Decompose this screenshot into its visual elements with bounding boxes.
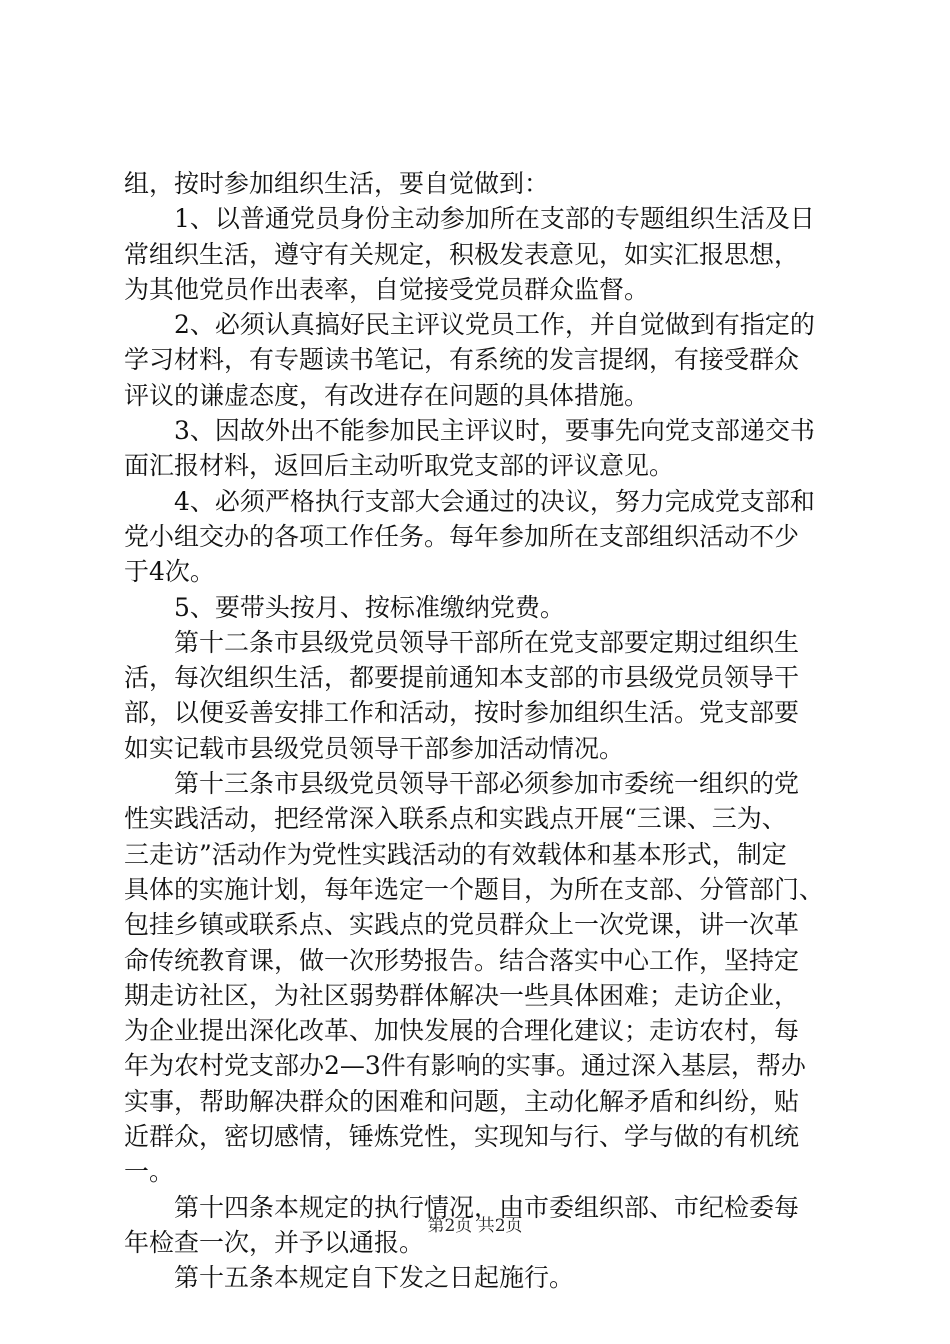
text-line: 第十五条本规定自下发之日起施行。 (124, 1263, 575, 1293)
text-line: 为其他党员作出表率，自觉接受党员群众监督。 (124, 274, 650, 304)
text-line: 常组织生活，遵守有关规定，积极发表意见，如实汇报思想， (124, 239, 800, 269)
text-line: 学习材料，有专题读书笔记，有系统的发言提纲，有接受群众 (124, 345, 800, 375)
text-line: 一。 (124, 1157, 175, 1187)
text-line: 具体的实施计划，每年选定一个题目，为所在支部、分管部门、 (124, 874, 825, 904)
text-line: 第十三条市县级党员领导干部必须参加市委统一组织的党 (124, 769, 800, 799)
text-line: 面汇报材料，返回后主动听取党支部的评议意见。 (124, 451, 675, 481)
text-line: 命传统教育课，做一次形势报告。结合落实中心工作，坚持定 (124, 945, 800, 975)
text-line: 党小组交办的各项工作任务。每年参加所在支部组织活动不少 (124, 521, 800, 551)
text-line: 部，以便妥善安排工作和活动，按时参加组织生活。党支部要 (124, 698, 800, 728)
text-line: 实事，帮助解决群众的困难和问题，主动化解矛盾和纠纷，贴 (124, 1086, 800, 1116)
text-line: 第十二条市县级党员领导干部所在党支部要定期过组织生 (124, 627, 800, 657)
document-body (124, 166, 840, 1296)
page-footer: 第2页 共2页 (427, 1216, 523, 1236)
text-line: 为企业提出深化改革、加快发展的合理化建议；走访农村，每 (124, 1016, 800, 1046)
text-line: 活，每次组织生活，都要提前通知本支部的市县级党员领导干 (124, 663, 800, 693)
text-line: 性实践活动，把经常深入联系点和实践点开展“三课、三为、 (124, 804, 787, 834)
text-line: 评议的谦虚态度，有改进存在问题的具体措施。 (124, 380, 650, 410)
text-line: 年为农村党支部办2—3件有影响的实事。通过深入基层，帮办 (124, 1051, 806, 1081)
text-line: 年检查一次，并予以通报。 (124, 1227, 425, 1257)
text-line: 三走访”活动作为党性实践活动的有效载体和基本形式，制定 (124, 839, 787, 869)
text-line: 如实记载市县级党员领导干部参加活动情况。 (124, 733, 625, 763)
text-line: 期走访社区，为社区弱势群体解决一些具体困难；走访企业， (124, 980, 800, 1010)
text-line: 包挂乡镇或联系点、实践点的党员群众上一次党课，讲一次革 (124, 910, 800, 940)
text-line: 4、必须严格执行支部大会通过的决议，努力完成党支部和 (124, 486, 815, 516)
text-line: 近群众，密切感情，锤炼党性，实现知与行、学与做的有机统 (124, 1122, 800, 1152)
text-line: 5、要带头按月、按标准缴纳党费。 (124, 592, 565, 622)
text-line: 1、以普通党员身份主动参加所在支部的专题组织生活及日 (124, 204, 815, 234)
text-line: 3、因故外出不能参加民主评议时，要事先向党支部递交书 (124, 416, 815, 446)
text-line: 组，按时参加组织生活，要自觉做到： (124, 169, 550, 198)
text-line: 第十四条本规定的执行情况，由市委组织部、市纪检委每 (124, 1192, 800, 1222)
text-line: 2、必须认真搞好民主评议党员工作，并自觉做到有指定的 (124, 310, 815, 340)
text-line: 于4次。 (124, 557, 215, 587)
